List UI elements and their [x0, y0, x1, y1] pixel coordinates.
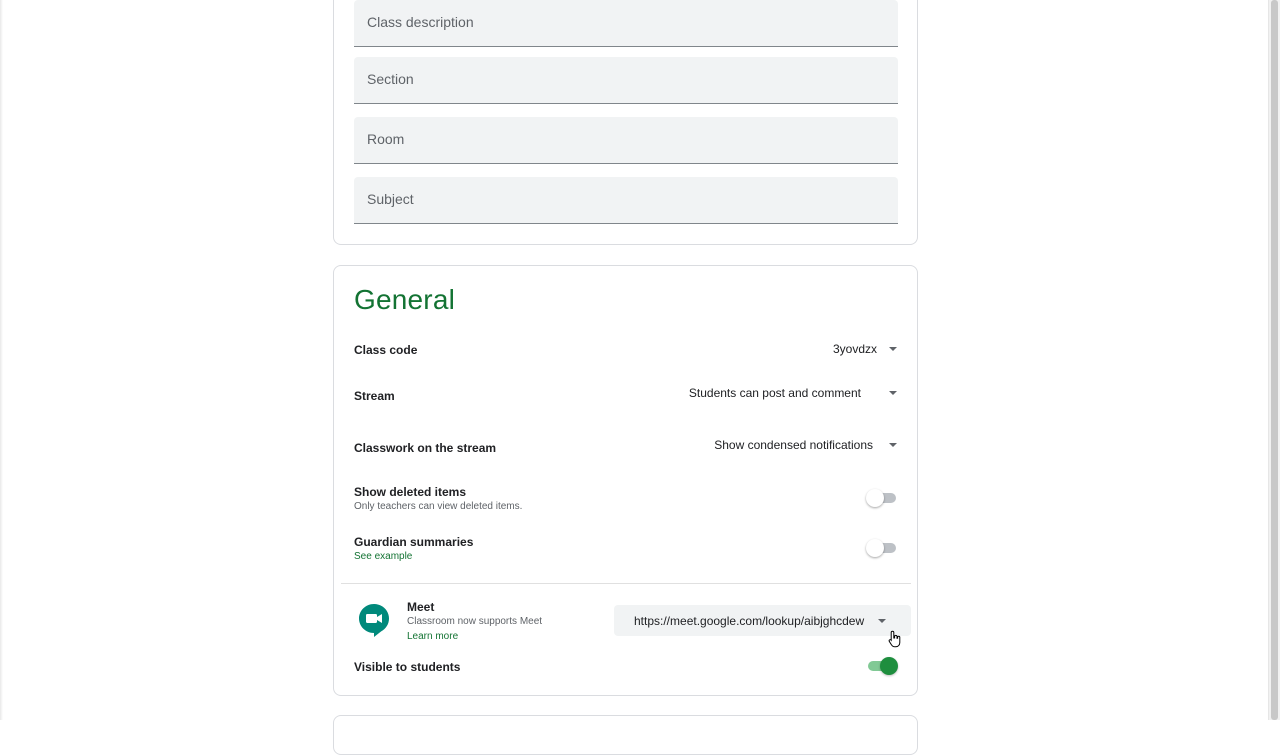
toggle-thumb: [880, 657, 898, 675]
page-left-shadow: [0, 0, 3, 720]
vertical-scrollbar[interactable]: [1268, 0, 1280, 720]
scrollbar-thumb[interactable]: [1271, 0, 1278, 720]
room-field[interactable]: [354, 117, 898, 164]
learn-more-link[interactable]: Learn more: [407, 631, 459, 642]
see-example-link[interactable]: See example: [354, 551, 413, 562]
show-deleted-sublabel: Only teachers can view deleted items.: [354, 501, 523, 512]
show-deleted-label: Show deleted items: [354, 485, 467, 499]
class-description-field[interactable]: [354, 0, 898, 47]
subject-label: Subject: [367, 191, 414, 207]
general-settings-card: [333, 265, 918, 696]
stream-dropdown[interactable]: [689, 381, 897, 405]
guardian-summaries-label: Guardian summaries: [354, 535, 474, 549]
chevron-down-icon: [889, 391, 897, 395]
section-divider: [341, 583, 911, 584]
class-code-value: 3yovdzx: [832, 342, 877, 356]
toggle-thumb: [866, 539, 884, 557]
class-code-label: Class code: [354, 343, 418, 357]
general-title: General: [354, 284, 456, 315]
visible-to-students-toggle[interactable]: [866, 656, 898, 676]
show-deleted-toggle[interactable]: [866, 488, 898, 508]
toggle-thumb: [866, 489, 884, 507]
stream-label: Stream: [354, 389, 395, 403]
google-meet-icon: [358, 603, 390, 638]
classwork-stream-value: Show condensed notifications: [714, 438, 873, 452]
subject-field[interactable]: [354, 177, 898, 224]
stream-value: Students can post and comment: [688, 386, 861, 400]
chevron-down-icon: [889, 443, 897, 447]
meet-link-value: https://meet.google.com/lookup/aibjghcdew: [634, 613, 865, 628]
class-code-dropdown[interactable]: [833, 337, 897, 361]
visible-to-students-label: Visible to students: [354, 660, 461, 674]
room-label: Room: [367, 131, 405, 147]
section-field[interactable]: [354, 57, 898, 104]
meet-subtitle: Classroom now supports Meet: [407, 616, 543, 627]
meet-link-dropdown[interactable]: [614, 605, 911, 636]
chevron-down-icon: [889, 347, 897, 351]
chevron-down-icon: [878, 619, 886, 623]
classwork-stream-label: Classwork on the stream: [354, 441, 497, 455]
hand-cursor-icon: [888, 630, 902, 648]
next-card: [333, 715, 918, 755]
class-details-card: [333, 0, 918, 245]
classwork-stream-dropdown[interactable]: [714, 433, 897, 457]
class-description-label: Class description: [367, 14, 474, 30]
section-label: Section: [367, 71, 414, 87]
guardian-summaries-toggle[interactable]: [866, 538, 898, 558]
meet-title: Meet: [407, 600, 435, 614]
